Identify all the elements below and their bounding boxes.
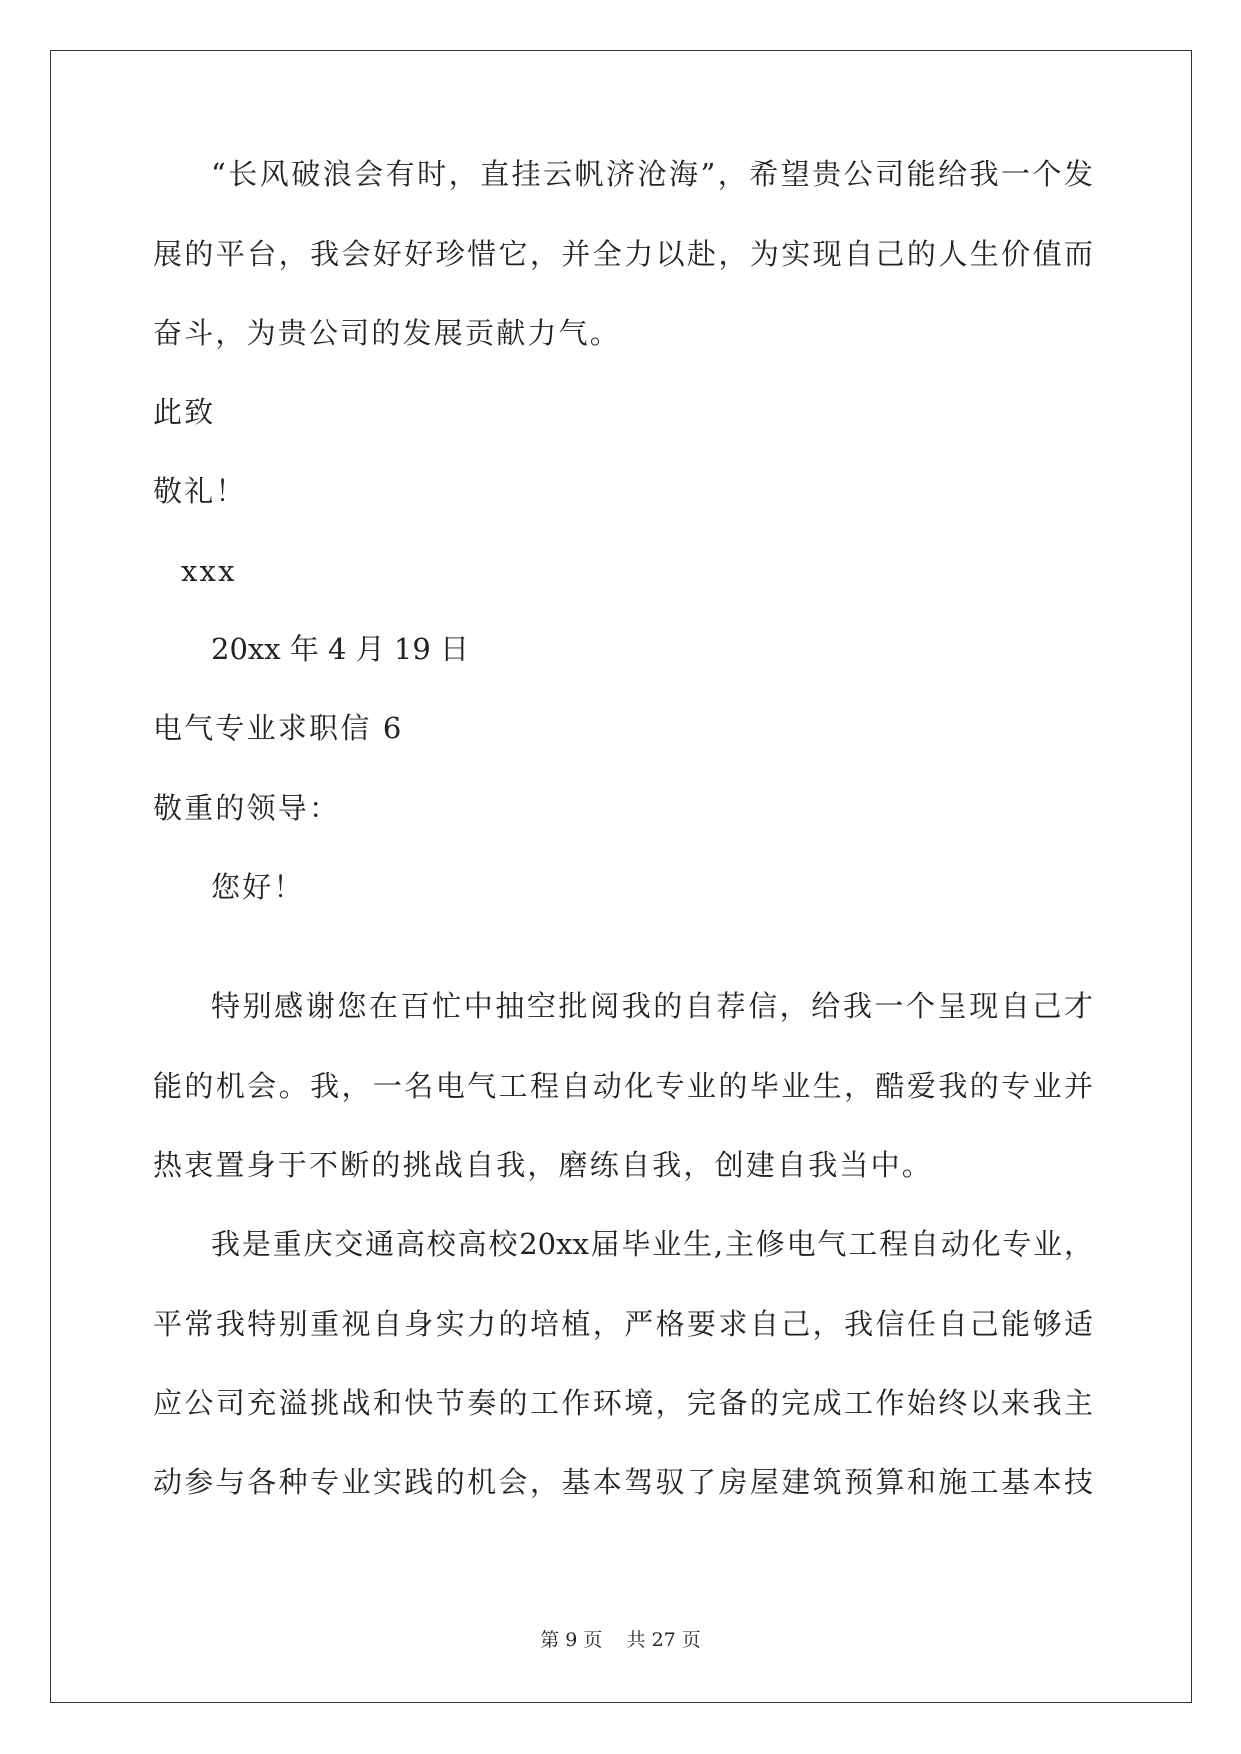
text-line: 能的机会。我，一名电气工程自动化专业的毕业生，酷爱我的专业并 [153, 1069, 1093, 1103]
text-line: 平常我特别重视自身实力的培植，严格要求自己，我信任自己能够适 [153, 1307, 1093, 1341]
text-line: 我是重庆交通高校高校20xx届毕业生,主修电气工程自动化专业， [211, 1227, 1093, 1261]
text-line: 热衷置身于不断的挑战自我，磨练自我，创建自我当中。 [153, 1148, 934, 1182]
text-line: 展的平台，我会好好珍惜它，并全力以赴，为实现自己的人生价值而 [153, 237, 1093, 271]
text-line: 奋斗，为贵公司的发展贡献力气。 [153, 316, 622, 350]
signature-date: 20xx 年 4 月 19 日 [211, 632, 470, 666]
page-footer [0, 1627, 1241, 1653]
text-line: “长风破浪会有时，直挂云帆济沧海”，希望贵公司能给我一个发 [211, 157, 1093, 191]
letter-hello: 您好！ [211, 870, 305, 904]
letter-greeting: 敬重的领导： [153, 791, 341, 825]
closing-phrase: 此致 [153, 395, 216, 429]
signature-name: xxx [181, 554, 237, 588]
text-line: 应公司充溢挑战和快节奏的工作环境，完备的完成工作始终以来我主 [153, 1386, 1093, 1420]
section-heading: 电气专业求职信 6 [153, 711, 404, 745]
salutation: 敬礼！ [153, 474, 247, 508]
text-line: 特别感谢您在百忙中抽空批阅我的自荐信，给我一个呈现自己才 [211, 989, 1093, 1023]
page-number: 第 9 页 共 27 页 [540, 1629, 701, 1651]
text-line: 动参与各种专业实践的机会，基本驾驭了房屋建筑预算和施工基本技 [153, 1465, 1093, 1499]
